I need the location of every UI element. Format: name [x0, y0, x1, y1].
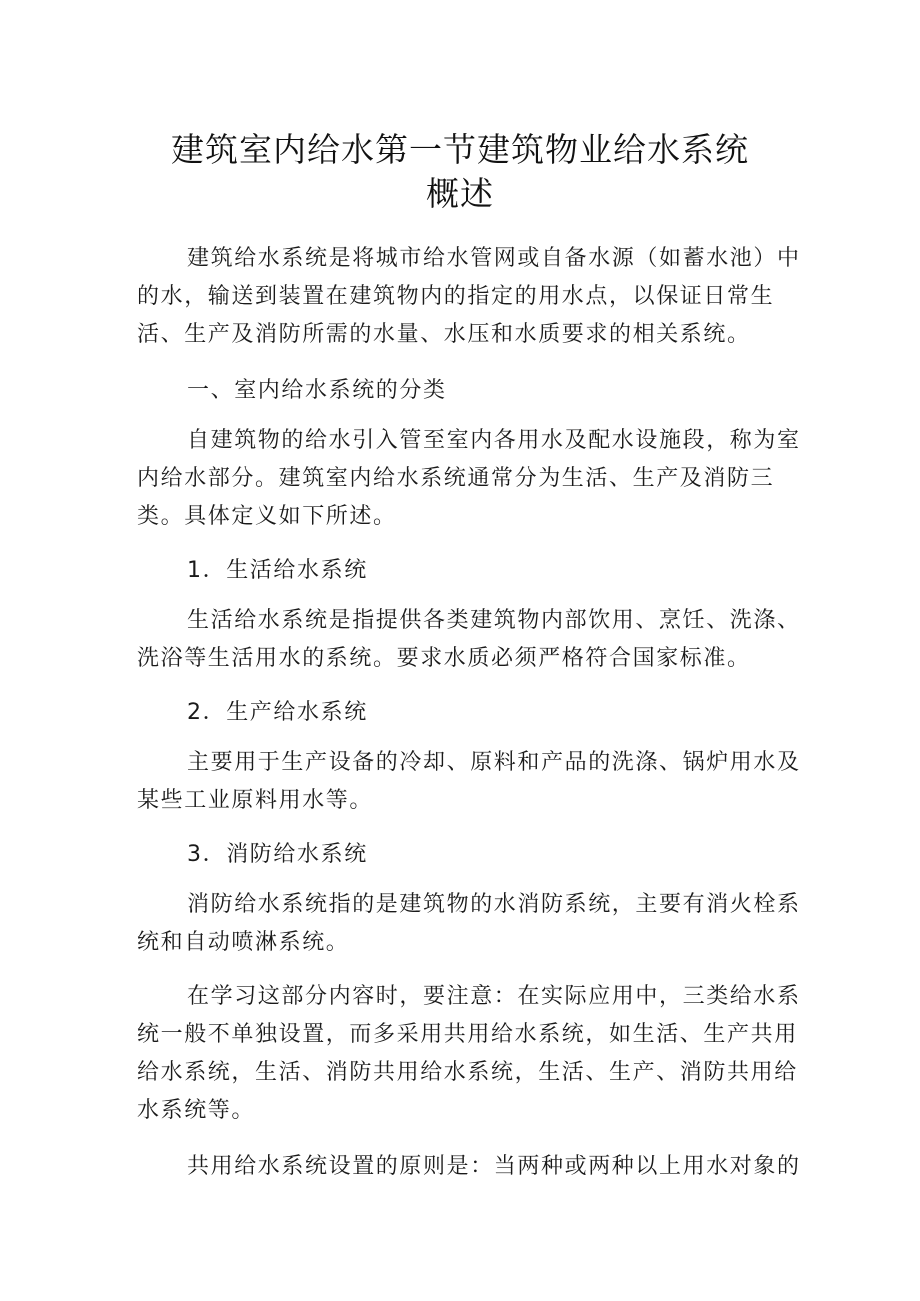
paragraph-study-note: 在学习这部分内容时，要注意：在实际应用中，三类给水系统一般不单独设置，而多采用共用给水系统，如生活、生产共用给水系统，生活、消防共用给水系统，生活、生产、消防共用给水系统等。 [137, 984, 801, 1123]
subheading-production-water: 2．生产给水系统 [187, 700, 368, 725]
paragraph-production-water: 主要用于生产设备的冷却、原料和产品的洗涤、锅炉用水及某些工业原料用水等。 [137, 750, 801, 813]
subheading-living-water: 1．生活给水系统 [187, 558, 368, 583]
paragraph-fire-water: 消防给水系统指的是建筑物的水消防系统，主要有消火栓系统和自动喷淋系统。 [137, 892, 801, 955]
section-heading-classification: 一、室内给水系统的分类 [187, 378, 447, 403]
paragraph-living-water: 生活给水系统是指提供各类建筑物内部饮用、烹饪、洗涤、洗浴等生活用水的系统。要求水质必须严格符合国家标准。 [137, 608, 801, 671]
document-title-line2: 概述 [426, 174, 494, 213]
paragraph-intro: 建筑给水系统是将城市给水管网或自备水源（如蓄水池）中的水，输送到装置在建筑物内的指定的用水点，以保证日常生活、生产及消防所需的水量、水压和水质要求的相关系统。 [137, 246, 801, 347]
paragraph-classification: 自建筑物的给水引入管至室内各用水及配水设施段，称为室内给水部分。建筑室内给水系统通常分为生活、生产及消防三类。具体定义如下所述。 [137, 428, 801, 529]
subheading-fire-water: 3．消防给水系统 [187, 842, 368, 867]
paragraph-shared-principle: 共用给水系统设置的原则是：当两种或两种以上用水对象的 [187, 1154, 801, 1179]
document-title: 建筑室内给水第一节建筑物业给水系统 [171, 130, 749, 169]
